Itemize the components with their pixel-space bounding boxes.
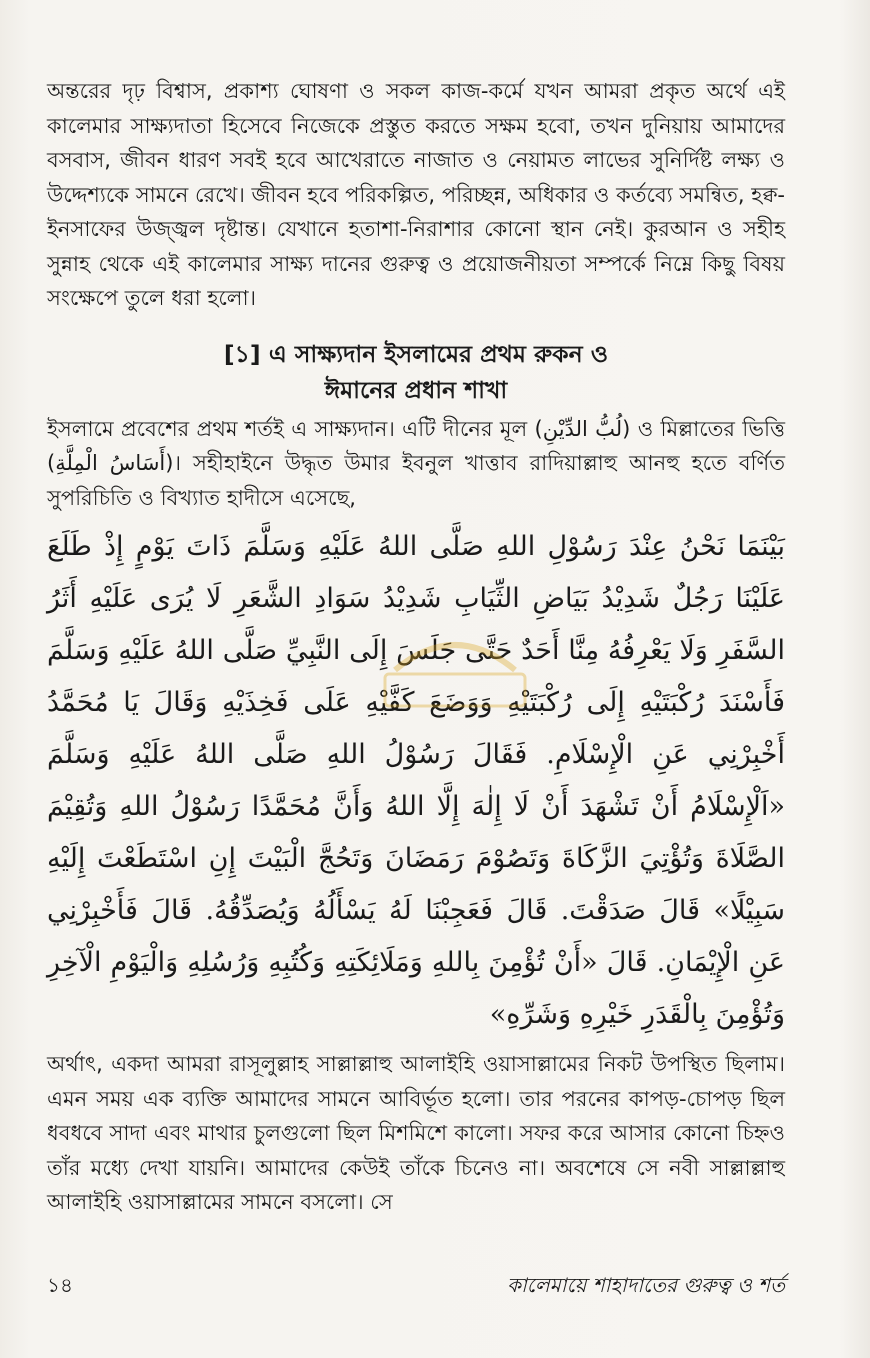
section-intro-paragraph: ইসলামে প্রবেশের প্রথম শর্তই এ সাক্ষ্যদান। এটি দীনের মূল (لُبُّ الدِّيْنِ) ও মিল্লাতের ভিত্তি (أَسَاسُ الْمِلَّةِ)। সহীহাইনে উদ্ধৃত উমার ইবনুল খাত্তাব রাদিয়াল্লাহু আনহু হতে বর্ণিত সুপরিচিতি ও বিখ্যাত হাদীসে এসেছে, <box>47 416 785 510</box>
section-heading <box>47 336 785 408</box>
intro-paragraph: অন্তরের দৃঢ় বিশ্বাস, প্রকাশ্য ঘোষণা ও সকল কাজ-কর্মে যখন আমরা প্রকৃত অর্থে এই কালেমার সাক্ষ্যদাতা হিসেবে নিজেকে প্রস্তুত করতে সক্ষম হবো, তখন দুনিয়ায় আমাদের বসবাস, জীবন ধারণ সবই হবে আখেরাতে নাজাত ও নেয়ামত লাভের সুনির্দিষ্ট লক্ষ্য ও উদ্দেশ্যকে সামনে রেখে। জীবন হবে পরিকল্পিত, পরিচ্ছন্ন, অধিকার ও কর্তব্যে সমন্বিত, হক্ব-ইনসাফের উজ্জ্বল দৃষ্টান্ত। যেখানে হতাশা-নিরাশার কোনো স্থান নেই। কুরআন ও সহীহ সুন্নাহ থেকে এই কালেমার সাক্ষ্য দানের গুরুত্ব ও প্রয়োজনীয়তা সম্পর্কে নিম্নে কিছু বিষয় সংক্ষেপে তুলে ধরা হলো। <box>47 79 785 310</box>
page-number: ১৪ <box>47 1273 73 1297</box>
section-heading-line1: [১] এ সাক্ষ্যদান ইসলামের প্রথম রুকন ও <box>223 339 609 368</box>
page-content <box>47 74 785 1220</box>
page-footer <box>47 1271 785 1303</box>
translation-paragraph: অর্থাৎ, একদা আমরা রাসূলুল্লাহ সাল্লাল্লাহু আলাইহি ওয়াসাল্লামের নিকট উপস্থিত ছিলাম। এমন সময় এক ব্যক্তি আমাদের সামনে আবির্ভূত হলো। তার পরনের কাপড়-চোপড় ছিল ধবধবে সাদা এবং মাথার চুলগুলো ছিল মিশমিশে কালো। সফর করে আসার কোনো চিহ্নও তাঁর মধ্যে দেখা যায়নি। আমাদের কেউই তাঁকে চিনেও না। অবশেষে সে নবী সাল্লাল্লাহু আলাইহি ওয়াসাল্লামের সামনে বসলো। সে <box>47 1052 785 1214</box>
section-heading-line2: ঈমানের প্রধান শাখা <box>324 375 508 404</box>
hadith-arabic-text: بَيْنَمَا نَحْنُ عِنْدَ رَسُوْلِ اللهِ صَلَّى اللهُ عَلَيْهِ وَسَلَّمَ ذَاتَ يَوْمٍ إِذْ طَلَعَ عَلَيْنَا رَجُلٌ شَدِيْدُ بَيَاضِ الثِّيَابِ شَدِيْدُ سَوَادِ الشَّعَرِ لَا يُرَى عَلَيْهِ أَثَرُ السَّفَرِ وَلَا يَعْرِفُهُ مِنَّا أَحَدٌ حَتَّى جَلَسَ إِلَى النَّبِيِّ صَلَّى اللهُ عَلَيْهِ وَسَلَّمَ فَأَسْنَدَ رُكْبَتَيْهِ إِلَى رُكْبَتَيْهِ وَوَضَعَ كَفَّيْهِ عَلَى فَخِذَيْهِ وَقَالَ يَا مُحَمَّدُ أَخْبِرْنِي عَنِ الْإِسْلَامِ. فَقَالَ رَسُوْلُ اللهِ صَلَّى اللهُ عَلَيْهِ وَسَلَّمَ «اَلْإِسْلَامُ أَنْ تَشْهَدَ أَنْ لَا إِلٰهَ إِلَّا اللهُ وَأَنَّ مُحَمَّدًا رَسُوْلُ اللهِ وَتُقِيْمَ الصَّلَاةَ وَتُؤْتِيَ الزَّكَاةَ وَتَصُوْمَ رَمَضَانَ وَتَحُجَّ الْبَيْتَ إِنِ اسْتَطَعْتَ إِلَيْهِ سَبِيْلًا» قَالَ صَدَقْتَ. قَالَ فَعَجِبْنَا لَهُ يَسْأَلُهُ وَيُصَدِّقُهُ. قَالَ فَأَخْبِرْنِي عَنِ الْإِيْمَانِ. قَالَ «أَنْ تُؤْمِنَ بِاللهِ وَمَلَائِكَتِهِ وَكُتُبِهِ وَرُسُلِهِ وَالْيَوْمِ الْآخِرِ وَتُؤْمِنَ بِالْقَدَرِ خَيْرِهِ وَشَرِّهِ» <box>47 531 785 1030</box>
running-title: কালেমায়ে শাহাদাতের গুরুত্ব ও শর্ত <box>506 1273 785 1297</box>
